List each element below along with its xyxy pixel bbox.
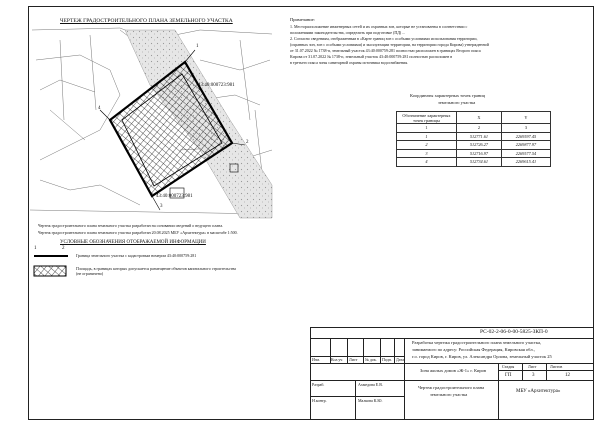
table-cell: 512734.61 bbox=[457, 158, 502, 167]
notes-line-4: (охранных зон, зон с особыми условиями) и эксплуатации территории, на территории города Кирова) утвержденной bbox=[290, 42, 489, 47]
stamp-col-header: Кол.уч bbox=[331, 357, 343, 362]
legend-symbols bbox=[32, 252, 72, 282]
stamp-stage-label: Стадия bbox=[502, 364, 515, 369]
table-row bbox=[397, 124, 551, 133]
drawing-title: ЧЕРТЕЖ ГРАДОСТРОИТЕЛЬНОГО ПЛАНА ЗЕМЕЛЬНОГО УЧАСТКА bbox=[60, 18, 233, 24]
stamp-name-2: Малкова К.Ю. bbox=[358, 398, 383, 403]
table-cell: 2269615.41 bbox=[501, 158, 550, 167]
table-cell: 2269877.97 bbox=[501, 141, 550, 150]
notes-line-5: от 31.07.2022 № 1738-п, земельный участок 43:40:000759:281 полностью расположен в границах Второго пояса bbox=[290, 48, 481, 53]
coordinates-table bbox=[396, 111, 551, 167]
stamp-col-header: Лист bbox=[349, 357, 358, 362]
notes-line-1: 1. Месторасположение инженерных сетей и их охранных зон, которые не установлены в соответствии с bbox=[290, 24, 468, 29]
stamp-description-2: занимаемого по адресу: Российская Федерация, Кировская обл., bbox=[412, 347, 535, 352]
table-header-cell: Обозначение характерных точек границы bbox=[397, 112, 457, 124]
table-cell: 512726.27 bbox=[457, 141, 502, 150]
stamp-name-1: Ахмедова Е.В. bbox=[358, 382, 383, 387]
table-cell: 2269577.54 bbox=[501, 149, 550, 158]
table-cell: 1 bbox=[397, 132, 457, 141]
table-cell: 4 bbox=[397, 158, 457, 167]
stamp-sheet: 3 bbox=[532, 373, 535, 378]
stamp-code: РС-02-2-06-0-00-5825-ЗКП-0 bbox=[480, 329, 548, 335]
table-cell: 1 bbox=[397, 124, 457, 133]
table-cell: 512716.97 bbox=[457, 149, 502, 158]
table-cell: 2 bbox=[457, 124, 502, 133]
notes-line-3: 2. Согласно сведениям, отображенным в «Карте границ зон с особыми условиями использования территории, bbox=[290, 36, 478, 41]
point-label-2: 2 bbox=[246, 140, 249, 145]
table-row bbox=[397, 149, 551, 158]
stamp-col-header: № док. bbox=[365, 357, 377, 362]
stamp-sheets: 12 bbox=[565, 373, 570, 378]
stamp-org: МБУ «Архитектура» bbox=[516, 389, 561, 394]
table-row bbox=[397, 141, 551, 150]
table-header-cell: X bbox=[457, 112, 502, 124]
point-label-3: 3 bbox=[160, 204, 163, 209]
drawing-note-2: Чертеж градостроительного плана земельного участка разработан 20.08.2025 МБУ «Архитектура» в масштабе 1:500. bbox=[38, 230, 238, 235]
legend-item-1: Граница земельного участка с кадастровым номером 43:40:000759:281 bbox=[76, 253, 197, 258]
stamp-doc-title-1: Чертеж градостроительного плана bbox=[418, 385, 485, 390]
notes-line-6: Кирова от 31.07.2022 № 1738-п, земельный участок 43:40:000759:281 полностью расположен в bbox=[290, 54, 453, 59]
stamp-col-header: Подп. bbox=[382, 357, 392, 362]
table-cell: 2269597.45 bbox=[501, 132, 550, 141]
stamp-sheet-label: Лист bbox=[528, 364, 537, 369]
point-label-1: 1 bbox=[196, 44, 199, 49]
stamp-col-header: Изм. bbox=[312, 357, 320, 362]
notes-heading: Примечание: bbox=[290, 17, 315, 22]
legend-title: УСЛОВНЫЕ ОБОЗНАЧЕНИЯ ОТОБРАЖАЕМОЙ ИНФОРМАЦИИ bbox=[60, 240, 206, 245]
stamp-role-1: Разраб. bbox=[312, 382, 325, 387]
stamp-doc-title-2: земельного участка bbox=[430, 392, 468, 397]
coord-label-top: 43:40:000723:981 bbox=[198, 83, 235, 88]
stamp-description-1: Разработка чертежа градостроительного плана земельного участка, bbox=[412, 340, 542, 345]
point-label-4: 4 bbox=[98, 106, 101, 111]
table-cell: 3 bbox=[501, 124, 550, 133]
coords-title-1: Координаты характерных точек границ bbox=[410, 93, 486, 98]
table-cell: 3 bbox=[397, 149, 457, 158]
drawing-note-1: Чертеж градостроительного плана земельного участка разработан на основании сведений о ведущего плана. bbox=[38, 223, 224, 228]
stamp-stage: ГП bbox=[505, 373, 512, 378]
stamp-zone: Зона жилых домов «Ж-1» г. Киров bbox=[420, 368, 487, 373]
coord-label-bottom: 43:40:000723:981 bbox=[156, 194, 193, 199]
stamp-sheets-label: Листов bbox=[550, 364, 563, 369]
table-row bbox=[397, 158, 551, 167]
legend-item-2: Площадь, в границах которых допускается размещение объектов капитального строительства (не ограничено) bbox=[76, 266, 236, 277]
table-header-cell: Y bbox=[501, 112, 550, 124]
notes-line-7: в третьего пояса зоны санитарной охраны источника водоснабжения. bbox=[290, 60, 409, 65]
stamp-role-2: Н.контр. bbox=[312, 398, 327, 403]
table-row bbox=[397, 132, 551, 141]
table-cell: 512771.61 bbox=[457, 132, 502, 141]
table-header-row bbox=[397, 112, 551, 124]
legend-marker-1: 1 bbox=[34, 246, 37, 251]
stamp-description-3: г.о. город Киров, г. Киров, ул. Александра Орлова, земельный участок 25 bbox=[412, 354, 552, 359]
stamp-col-header: Дата bbox=[396, 357, 404, 362]
legend-marker-2: 2 bbox=[62, 246, 65, 251]
coords-title-2: земельного участка bbox=[438, 100, 476, 105]
notes-line-2: положениями законодательства, определить при подготовке (ПД) ... bbox=[290, 30, 406, 35]
table-cell: 2 bbox=[397, 141, 457, 150]
